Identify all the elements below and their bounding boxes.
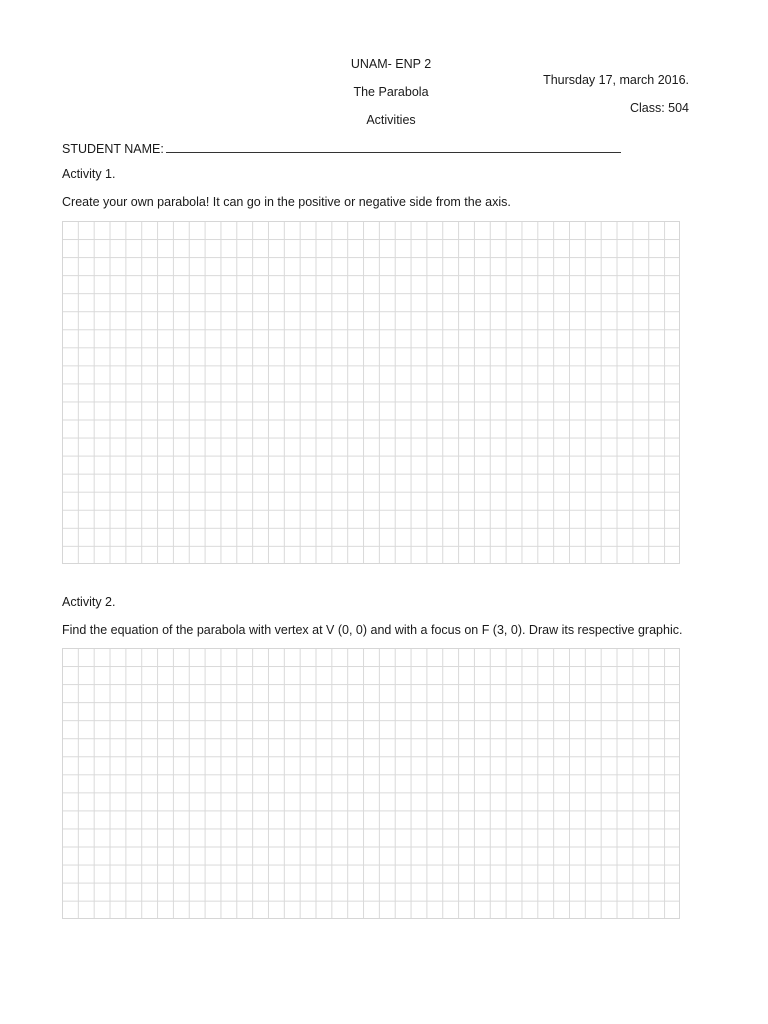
activity-1-instruction: Create your own parabola! It can go in the positive or negative side from the axis.: [62, 195, 511, 209]
activity-1-graph-grid[interactable]: [62, 221, 680, 564]
school-name: UNAM- ENP 2: [350, 57, 432, 71]
class-number: Class: 504: [629, 101, 689, 115]
student-name-field[interactable]: [62, 142, 621, 156]
activity-2-label: Activity 2.: [62, 595, 116, 609]
activity-2-instruction: Find the equation of the parabola with vertex at V (0, 0) and with a focus on F (3, 0). Draw its respective graphic.: [62, 623, 683, 637]
worksheet-subtitle: Activities: [366, 113, 416, 127]
activity-1-label: Activity 1.: [62, 167, 116, 181]
worksheet-title: The Parabola: [353, 85, 429, 99]
student-name-label: STUDENT NAME:: [62, 142, 164, 156]
student-name-blank-line[interactable]: [166, 142, 621, 153]
worksheet-date: Thursday 17, march 2016.: [543, 73, 689, 87]
activity-2-graph-grid[interactable]: [62, 648, 680, 919]
